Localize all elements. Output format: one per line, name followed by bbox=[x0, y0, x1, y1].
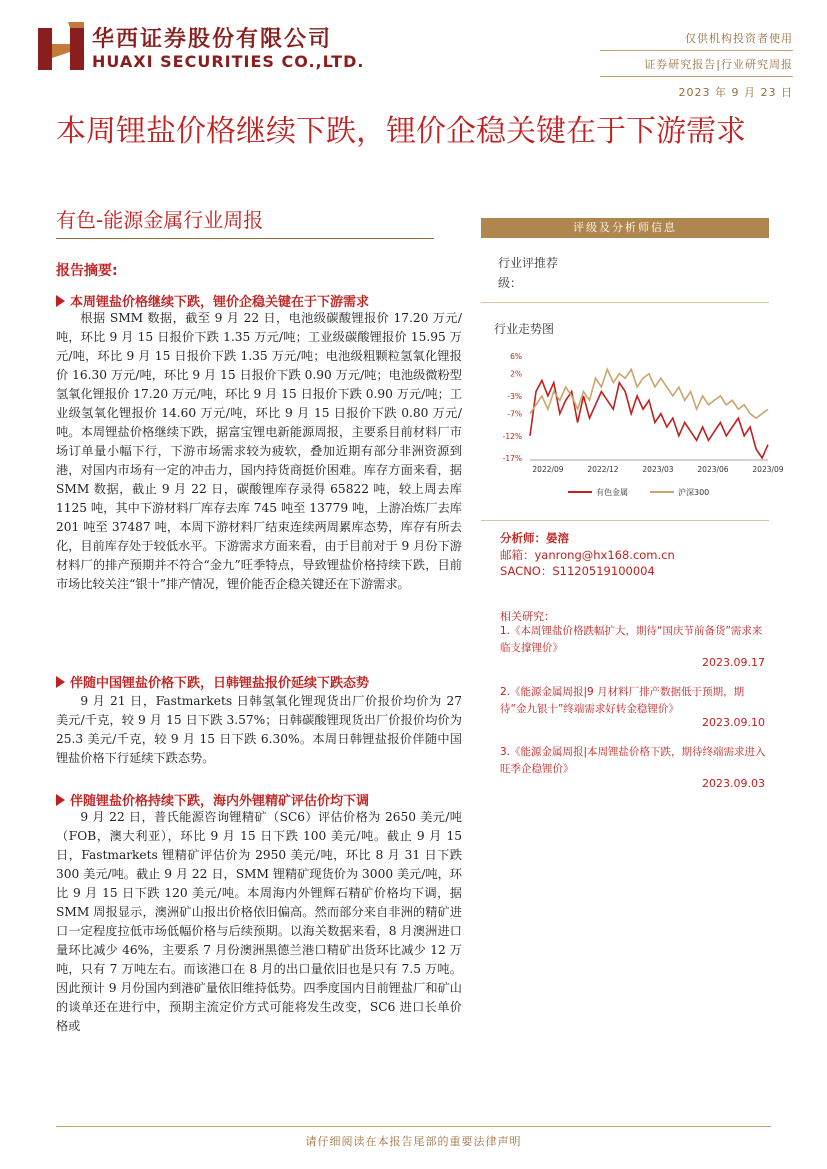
analyst-sacno: SACNO：S1120519100004 bbox=[500, 564, 655, 578]
chart-series bbox=[530, 369, 768, 458]
y-axis-ticks bbox=[503, 352, 522, 463]
legend-label: 有色金属 bbox=[596, 488, 628, 497]
related-report-link[interactable]: 2.《能源金属周报|9 月材料厂排产数据低于预期，期待“金九银十”终端需求好转金稳锂价》 bbox=[500, 686, 745, 715]
x-tick-label: 2022/12 bbox=[587, 465, 619, 474]
section-heading-text: 伴随锂盐价格持续下跌，海内外锂精矿评估价均下调 bbox=[70, 794, 370, 809]
sidebar-header: 评级及分析师信息 bbox=[481, 218, 769, 238]
industry-trend-chart bbox=[494, 346, 784, 506]
related-research-label: 相关研究： bbox=[500, 610, 555, 623]
rating-label: 行业评推荐 bbox=[498, 256, 559, 270]
chart-legend bbox=[568, 487, 709, 497]
sidebar-divider bbox=[481, 302, 769, 303]
analyst-email[interactable]: 邮箱：yanrong@hx168.com.cn bbox=[500, 548, 675, 562]
huaxi-logo-icon bbox=[38, 22, 84, 70]
section-body: 9 月 21 日，Fastmarkets 日韩氢氧化锂现货出厂价报价均价为 27 美元/千克，较 9 月 15 日下跌 3.57%；日韩碳酸锂现货出厂价报价均价为 25.3 美元/千克，较 9 月 15 日下跌 6.30%。本周日韩锂盐报价伴随中国锂盐价格下行延续下跌态势。 bbox=[56, 694, 462, 765]
x-tick-label: 2023/03 bbox=[642, 465, 674, 474]
report-subtitle: 有色-能源金属行业周报 bbox=[56, 208, 264, 232]
y-tick-label: -3% bbox=[507, 391, 522, 401]
x-tick-label: 2023/09 bbox=[752, 465, 784, 474]
legal-notice: 请仔细阅读在本报告尾部的重要法律声明 bbox=[305, 1135, 522, 1148]
subtitle-underline bbox=[56, 238, 434, 239]
sidebar-divider bbox=[481, 520, 769, 521]
trend-chart-label: 行业走势图 bbox=[494, 322, 555, 336]
series-line bbox=[530, 380, 768, 458]
section-heading bbox=[56, 291, 369, 310]
audience-note: 仅供机构投资者使用 bbox=[685, 32, 793, 45]
series-line bbox=[530, 369, 768, 418]
related-report-date: 2023.09.03 bbox=[702, 777, 765, 790]
section-heading-text: 本周锂盐价格继续下跌，锂价企稳关键在于下游需求 bbox=[70, 295, 370, 310]
x-axis-ticks bbox=[532, 465, 783, 474]
y-tick-label: -12% bbox=[502, 431, 522, 441]
related-report-link[interactable]: 1.《本周锂盐价格跌幅扩大，期待“国庆节前备货”需求来临支撑锂价》 bbox=[500, 625, 763, 654]
section-body: 根据 SMM 数据，截至 9 月 22 日，电池级碳酸锂报价 17.20 万元/吨，环比 9 月 15 日报价下跌 1.35 万元/吨；工业级碳酸锂报价 15.95 万元/吨，环比 9 月 15 日报价下跌 1.35 万元/吨；电池级粗颗粒氢氧化锂报价 16.30 万元/吨，环比 9 月 15 日报价下跌 0.90 万元/吨；电池级微粉型氢氧化锂报价 17.20 万元/吨，环比 9 月 15 日报价下跌 0.90 万元/吨；工业级氢氧化锂报价 14.60 万元/吨，环比 9 月 15 日报价下跌 0.80 万元/吨。本周锂盐价格继续下跌，据富宝锂电新能源周报，主要系目前材料厂市场订单量小幅下行，下游市场需求较为疲软，叠加近期有部分非洲资源到港，对国内市场有一定的冲击力，国内持货商挺价困难。库存方面来看，据 SMM 数据，截止 9 月 22 日，碳酸锂库存录得 65822 吨，较上周去库 1125 吨，其中下游材料厂库存去库 745 吨至 13779 吨，上游冶炼厂去库 201 吨至 37487 吨，本周下游材料厂结束连续两周累库态势，库存有所去化，目前库存处于较低水平。下游需求方面来看，由于目前对于 9 月份下游材料厂的排产预期并不符合“金九”旺季特点，导致锂盐价格持续下跌，目前市场比较关注“银十”排产情况，锂价能否企稳关键还在下游需求。 bbox=[56, 311, 462, 591]
related-report-date: 2023.09.10 bbox=[702, 716, 765, 729]
related-report-date: 2023.09.17 bbox=[702, 656, 765, 669]
legend-label: 沪深300 bbox=[678, 488, 710, 497]
report-type: 证券研究报告|行业研究周报 bbox=[644, 58, 793, 71]
company-name-cn: 华西证券股份有限公司 bbox=[92, 27, 333, 52]
report-date: 2023 年 9 月 23 日 bbox=[678, 86, 793, 99]
y-tick-label: 6% bbox=[510, 352, 522, 361]
x-tick-label: 2023/06 bbox=[697, 465, 729, 474]
y-tick-label: 2% bbox=[510, 369, 522, 379]
triangle-bullet-icon bbox=[56, 794, 65, 806]
y-tick-label: -17% bbox=[502, 454, 522, 463]
rating-label-cont: 级： bbox=[498, 276, 523, 290]
triangle-bullet-icon bbox=[56, 295, 65, 307]
footer-divider bbox=[56, 1126, 771, 1127]
abstract-label: 报告摘要: bbox=[56, 263, 118, 279]
header-divider bbox=[600, 76, 793, 77]
x-tick-label: 2022/09 bbox=[532, 465, 564, 474]
section-heading-text: 伴随中国锂盐价格下跌，日韩锂盐报价延续下跌态势 bbox=[70, 676, 370, 691]
section-heading bbox=[56, 672, 369, 691]
header-divider bbox=[600, 50, 793, 51]
analyst-name: 分析师：晏溶 bbox=[500, 531, 569, 545]
y-tick-label: -7% bbox=[507, 409, 522, 419]
section-body: 9 月 22 日，普氏能源咨询锂精矿（SC6）评估价格为 2650 美元/吨（FOB，澳大利亚），环比 9 月 15 日下跌 100 美元/吨。截止 9 月 15 日，Fastmarkets 锂精矿评估价为 2950 美元/吨，环比 8 月 31 日下跌 300 美元/吨。截止 9 月 22 日，SMM 锂精矿现货价为 3000 美元/吨，环比 9 月 15 日下跌 120 美元/吨。本周海内外锂辉石精矿价格均下调，据 SMM 周报显示，澳洲矿山报出价格依旧偏高。然而部分来自非洲的精矿进口一定程度拉低市场低幅价格与后续预期。以海关数据来看，8 月澳洲进口量环比减少 46%，主要系 7 月份澳洲黑德兰港口精矿出货环比减少 12 万吨，只有 7 万吨左右。而该港口在 8 月的出口量依旧也是只有 7.5 万吨。因此预计 9 月份国内到港矿量依旧维持低势。四季度国内目前锂盐厂和矿山的谈单还在进行中，预期主流定价方式可能将发生改变，SC6 进口长单价格或 bbox=[56, 810, 462, 1033]
triangle-bullet-icon bbox=[56, 676, 65, 688]
company-name-en: HUAXI SECURITIES CO.,LTD. bbox=[92, 52, 365, 71]
report-title: 本周锂盐价格继续下跌，锂价企稳关键在于下游需求 bbox=[56, 114, 746, 149]
section-heading bbox=[56, 790, 369, 809]
related-report-link[interactable]: 3.《能源金属周报|本周锂盐价格下跌，期待终端需求进入旺季企稳锂价》 bbox=[500, 746, 766, 775]
